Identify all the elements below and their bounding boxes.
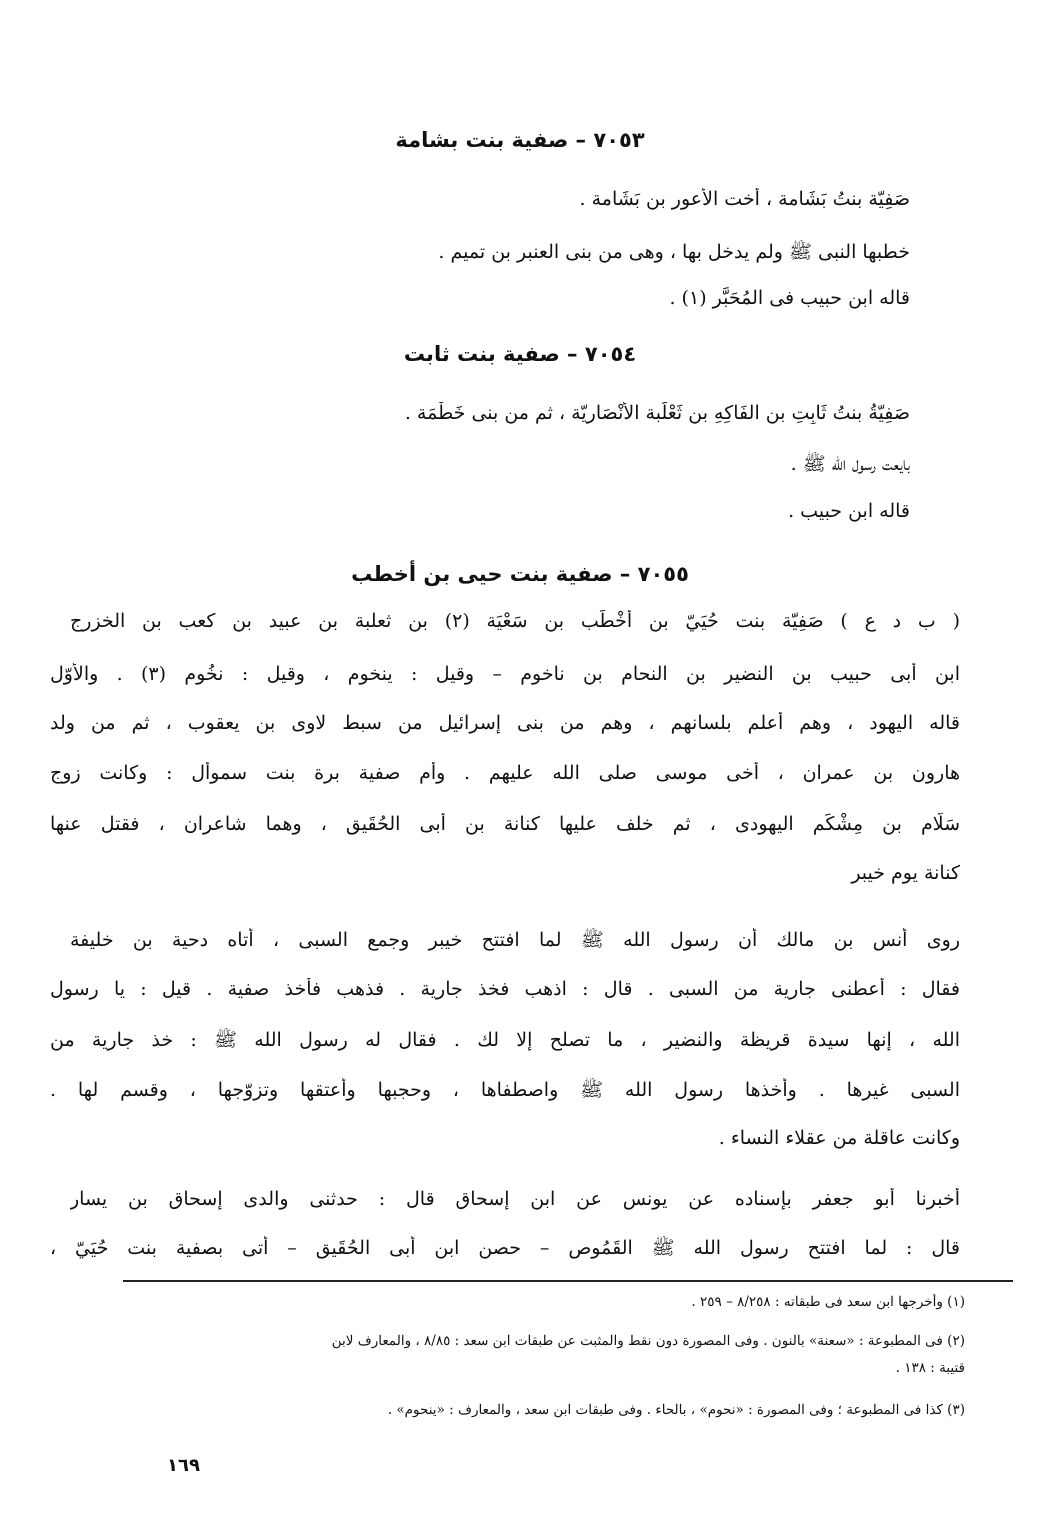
text-line: فقال : أعطنى جارية من السبى . قال : اذهب فخذ جارية . فذهب فأَخذ صفية . قيل : يا رسول <box>50 978 960 1000</box>
footnote-rule <box>123 1280 1013 1282</box>
text-line: روى أنس بن مالك أن رسول الله ﷺ لما افتتح خيبر وجمع السبى ، أتاه دحية بن خليفة <box>70 929 960 951</box>
text-line: السبى غيرها . وأَخذها رسول الله ﷺ واصطفاها ، وحجبها وأَعتقها وتزوّجها ، وقسم لها . <box>50 1079 960 1101</box>
text-line: الله ، إنها سيدة قريظة والنضير ، ما تصلح إلا لك . فقال له رسول الله ﷺ : خذ جارية من <box>50 1029 960 1051</box>
text-line: أَخبرنا أَبو جعفر بإِسناده عن يونس عن ابن إسحاق قال : حدثنى والدى إسحاق بن يسار <box>70 1188 960 1210</box>
footnote-2: (٢) فى المطبوعة : «سعنة» بالنون . وفى المصورة دون نقط والمثبت عن طبقات ابن سعد : ٨/٨٥ ، والمعارف لابن <box>331 1333 965 1349</box>
text-line: كنانة يوم خيبر <box>851 862 960 884</box>
text-line: قال : لما افتتح رسول الله ﷺ القَمُوص – حصن ابن أَبى الحُقَيق – أُتى بصفية بنت حُيَيّ ، <box>50 1237 960 1259</box>
entry-heading-7055: ٧٠٥٥ – صفية بنت حيى بن أخطب <box>351 562 689 586</box>
text-line: ( ب د ع ) صَفِيّة بنت حُيَيّ بن أَخْطَب بن سَعْيَة (٢) بن ثعلبة بن عبيد بن كعب بن الخزرج <box>70 610 960 632</box>
footnote-1: (١) وأخرجها ابن سعد فى طبقاته : ٨/٢٥٨ – ٢٥٩ . <box>691 1294 965 1310</box>
text-line: صَفِيّة بنتُ بَشَامة ، أُخت الأَعور بن بَشَامة . <box>579 188 910 210</box>
text-line: قاله ابن حبيب . <box>788 500 910 522</box>
text-line: بايعت رسول الله ﷺ . <box>790 453 910 475</box>
text-line: سَلّام بن مِشْكَم اليهودى ، ثم خلف عليها كنانة بن أَبى الحُقَيق ، وهما شاعران ، فقتل عنها <box>50 813 960 835</box>
text-line: ابن أبى حبيب بن النضير بن النحام بن ناخوم – وقيل : ينخوم ، وقيل : نخُوم (٣) . والأَوّل <box>50 663 960 685</box>
text-line: هارون بن عمران ، أخى موسى صلى الله عليهم . وأُم صفية برة بنت سموأل : وكانت زوج <box>50 762 960 784</box>
footnote-3: (٣) كذا فى المطبوعة ؛ وفى المصورة : «نحوم» ، بالحاء . وفى طبقات ابن سعد ، والمعارف : «ينحوم» . <box>387 1402 965 1418</box>
page-number: ١٦٩ <box>167 1455 200 1476</box>
entry-heading-7054: ٧٠٥٤ – صفية بنت ثابت <box>403 342 637 366</box>
entry-heading-7053: ٧٠٥٣ – صفية بنت بشامة <box>395 128 645 152</box>
text-line: قاله اليهود ، وهم أعلم بلسانهم ، وهم من بنى إسرائيل من سبط لاوى بن يعقوب ، ثم من ولد <box>50 712 960 734</box>
text-line: وكانت عاقلة من عقلاء النساء . <box>718 1127 960 1149</box>
text-line: خطبها النبى ﷺ ولم يدخل بها ، وهى من بنى العنبر بن تميم . <box>438 241 910 263</box>
text-line: قاله ابن حبيب فى المُحَبَّر (١) . <box>669 287 910 309</box>
text-line: صَفِيّةُ بنتُ ثَابِتِ بنِ الفَاكِهِ بن ثَعْلَبة الأَنْصَارِيّة ، ثم من بنى خَطْمَة . <box>404 402 910 424</box>
footnote-2-continued: قتيبة : ١٣٨ . <box>895 1360 965 1376</box>
